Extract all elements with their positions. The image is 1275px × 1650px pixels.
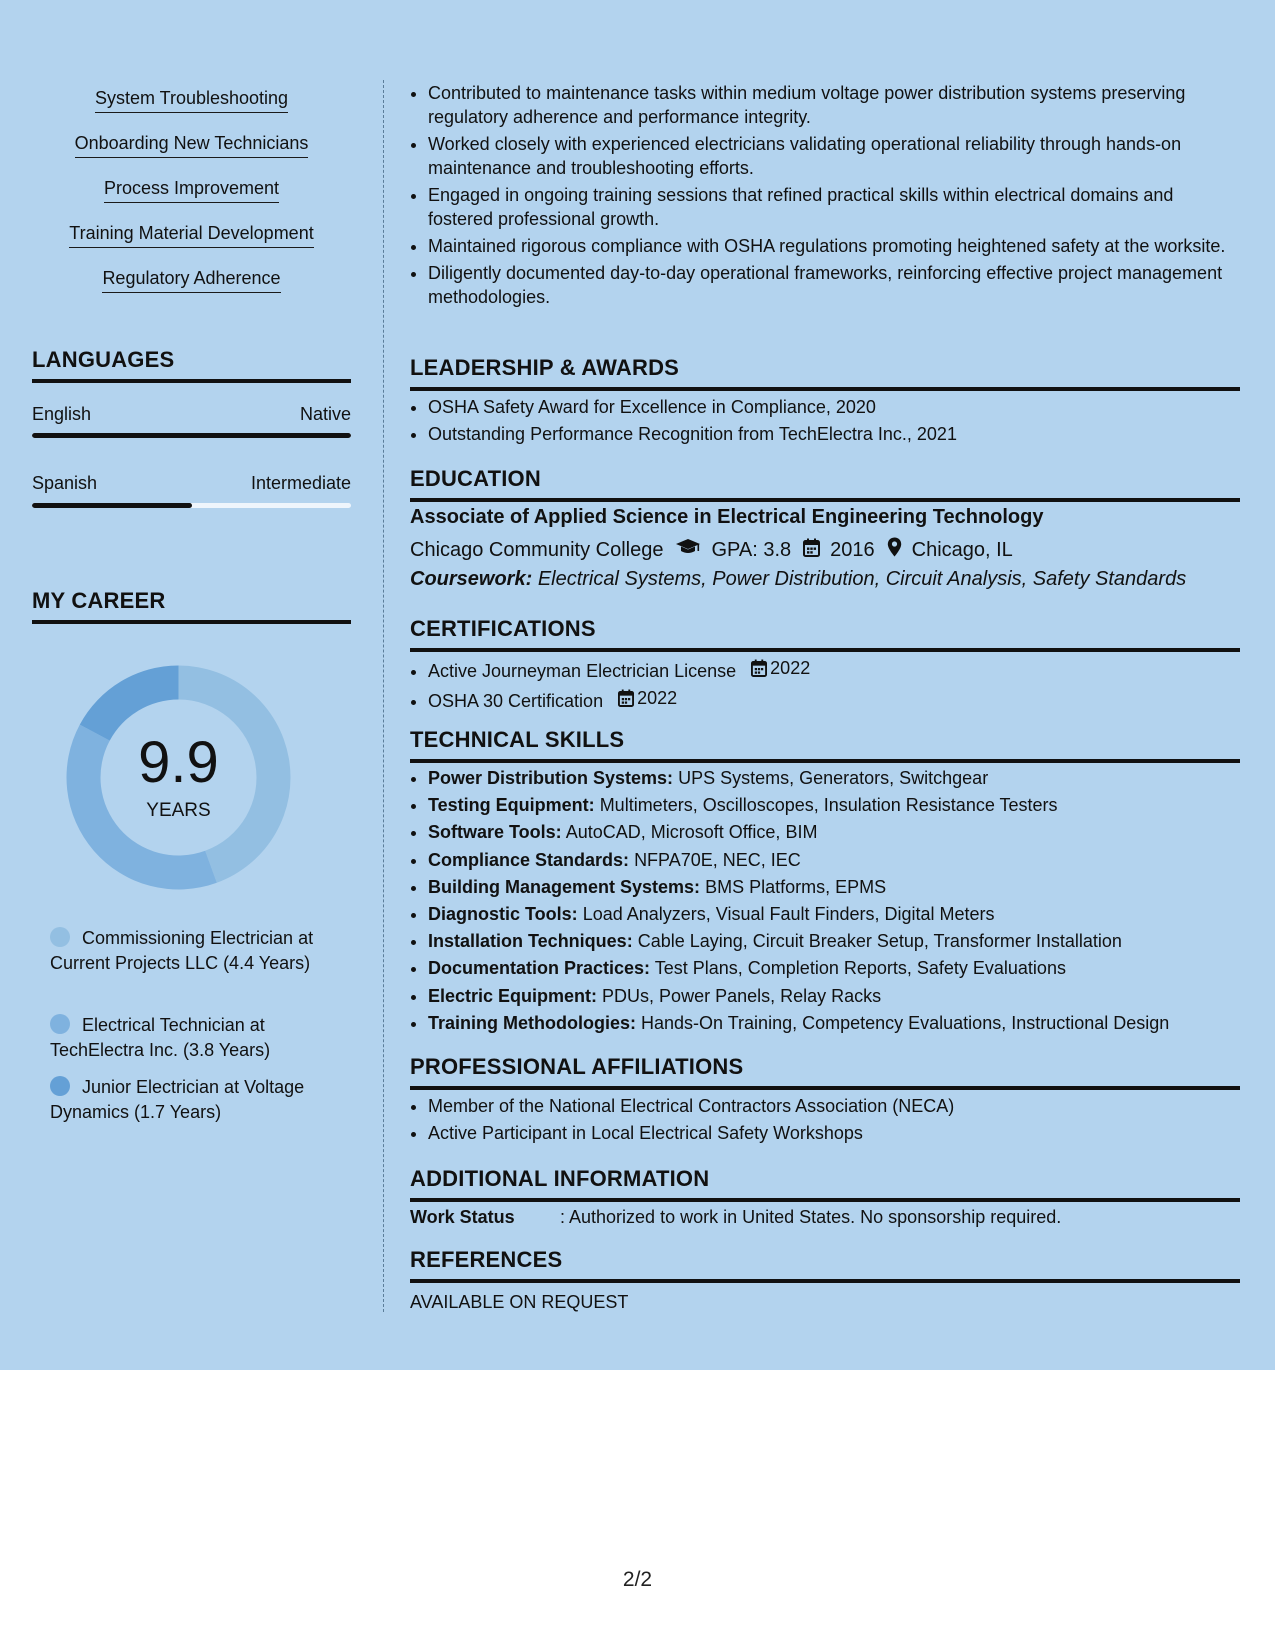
skill-label: System Troubleshooting	[95, 88, 288, 113]
skill-values: NFPA70E, NEC, IEC	[634, 849, 801, 870]
technical-skill-item	[428, 848, 1240, 872]
career-legend-item	[50, 1075, 330, 1124]
skill-category: Compliance Standards:	[428, 849, 630, 870]
skill-values: Test Plans, Completion Reports, Safety Evaluations	[654, 958, 1066, 979]
technical-skill-item	[428, 1011, 1240, 1035]
technical-skill-item	[428, 984, 1240, 1008]
legend-dot	[50, 1076, 70, 1096]
certification-item	[428, 656, 1240, 683]
skill-item	[32, 178, 351, 203]
skill-label: Onboarding New Technicians	[75, 133, 309, 158]
calendar-icon	[618, 689, 634, 707]
skill-category: Training Methodologies:	[428, 1012, 636, 1033]
references-text: AVAILABLE ON REQUEST	[410, 1292, 629, 1312]
work-status-label: Work Status	[410, 1207, 515, 1227]
career-total-unit: YEARS	[146, 799, 211, 821]
skill-category: Building Management Systems:	[428, 876, 701, 897]
skill-values: Hands-On Training, Competency Evaluations, Instructional Design	[641, 1012, 1170, 1033]
references-heading: REFERENCES	[410, 1247, 1240, 1283]
education-location: Chicago, IL	[911, 538, 1013, 561]
technical-skill-item	[428, 793, 1240, 817]
award-item: • Outstanding Performance Recognition from TechElectra Inc., 2021	[428, 422, 1240, 446]
skill-values: BMS Platforms, EPMS	[705, 876, 887, 897]
skill-category: Installation Techniques:	[428, 931, 633, 952]
skill-values: UPS Systems, Generators, Switchgear	[678, 768, 989, 788]
language-bar-english	[32, 433, 351, 438]
career-legend-item	[50, 926, 330, 975]
language-row-spanish	[32, 473, 351, 494]
certification-item	[428, 686, 1240, 713]
certifications-list	[410, 656, 1240, 713]
education-year: 2016	[830, 538, 875, 561]
affiliations-heading: PROFESSIONAL AFFILIATIONS	[410, 1054, 1240, 1090]
language-bar-spanish	[32, 503, 351, 508]
skill-item	[32, 133, 351, 158]
technical-skills-list	[410, 766, 1240, 1035]
education-details	[410, 537, 1013, 563]
work-status-value: : Authorized to work in United States. No sponsorship required.	[560, 1207, 1062, 1227]
skill-values: PDUs, Power Panels, Relay Racks	[602, 985, 882, 1006]
language-level: Native	[299, 404, 351, 424]
skill-values: AutoCAD, Microsoft Office, BIM	[565, 822, 818, 843]
languages-heading: LANGUAGES	[32, 347, 351, 383]
education-degree: Associate of Applied Science in Electrical Engineering Technology	[410, 506, 1044, 528]
graduation-cap-icon	[675, 538, 701, 562]
skill-item	[32, 268, 351, 293]
certification-year: 2022	[770, 658, 811, 678]
coursework-label: Coursework:	[410, 568, 533, 590]
award-item: • OSHA Safety Award for Excellence in Compliance, 2020	[428, 395, 1240, 419]
leadership-heading: LEADERSHIP & AWARDS	[410, 355, 1240, 391]
certification-date	[618, 686, 677, 710]
career-heading: MY CAREER	[32, 588, 351, 624]
certification-name: OSHA 30 Certification	[428, 691, 604, 711]
experience-bullet: • Worked closely with experienced electricians validating operational reliability through hands-on maintenance and troubleshooting efforts.	[428, 132, 1240, 180]
technical-skill-item	[428, 820, 1240, 844]
skill-category: Power Distribution Systems:	[428, 768, 674, 788]
affiliation-item: • Member of the National Electrical Contractors Association (NECA)	[428, 1094, 1240, 1118]
certifications-heading: CERTIFICATIONS	[410, 616, 1240, 652]
skill-values: Load Analyzers, Visual Fault Finders, Digital Meters	[582, 903, 995, 924]
technical-skill-item	[428, 902, 1240, 926]
career-legend-text: Junior Electrician at Voltage Dynamics (1.7 Years)	[50, 1077, 305, 1122]
experience-bullet-list	[410, 81, 1240, 309]
technical-skill-item	[428, 956, 1240, 980]
technical-skill-item	[428, 929, 1240, 953]
experience-bullet: • Engaged in ongoing training sessions that refined practical skills within electrical domains and fostered professional growth.	[428, 183, 1240, 231]
language-bar-fill	[32, 503, 192, 508]
education-heading: EDUCATION	[410, 466, 1240, 502]
technical-skills-heading: TECHNICAL SKILLS	[410, 727, 1240, 763]
page-number: 2/2	[622, 1568, 653, 1591]
skill-category: Documentation Practices:	[428, 958, 651, 979]
skill-label: Regulatory Adherence	[102, 268, 280, 293]
column-divider	[383, 80, 384, 1312]
skill-label: Training Material Development	[69, 223, 313, 248]
language-level: Intermediate	[250, 473, 351, 493]
affiliation-item: • Active Participant in Local Electrical Safety Workshops	[428, 1121, 1240, 1145]
technical-skill-item	[428, 875, 1240, 899]
work-status-row	[410, 1207, 1061, 1228]
technical-skill-item	[428, 766, 1240, 790]
additional-info-heading: ADDITIONAL INFORMATION	[410, 1166, 1240, 1202]
career-total-value: 9.9	[138, 729, 219, 795]
career-legend-text: Commissioning Electrician at Current Projects LLC (4.4 Years)	[50, 928, 314, 973]
experience-bullet: • Maintained rigorous compliance with OSHA regulations promoting heightened safety at the worksite.	[428, 234, 1240, 258]
location-pin-icon	[887, 537, 902, 563]
legend-dot	[50, 927, 70, 947]
skill-values: Cable Laying, Circuit Breaker Setup, Transformer Installation	[637, 931, 1122, 952]
experience-bullet: • Contributed to maintenance tasks within medium voltage power distribution systems preserving regulatory adherence and performance integrity.	[428, 81, 1240, 129]
career-donut-chart	[66, 665, 291, 890]
education-coursework	[410, 568, 1186, 591]
education-school: Chicago Community College	[410, 538, 664, 561]
affiliations-list	[410, 1094, 1240, 1145]
calendar-icon	[803, 538, 820, 563]
skill-item	[32, 88, 351, 113]
coursework-text: Electrical Systems, Power Distribution, Circuit Analysis, Safety Standards	[537, 568, 1187, 590]
language-row-english	[32, 404, 351, 425]
career-donut-center	[66, 665, 291, 890]
skill-category: Diagnostic Tools:	[428, 903, 578, 924]
education-gpa: GPA: 3.8	[711, 538, 792, 561]
career-legend-text: Electrical Technician at TechElectra Inc. (3.8 Years)	[50, 1015, 271, 1060]
skill-label: Process Improvement	[104, 178, 279, 203]
experience-bullet: • Diligently documented day-to-day operational frameworks, reinforcing effective project management methodologies.	[428, 261, 1240, 309]
skill-values: Multimeters, Oscilloscopes, Insulation Resistance Testers	[599, 795, 1058, 816]
language-name: Spanish	[32, 473, 98, 493]
calendar-icon	[751, 659, 767, 677]
language-bar-fill	[32, 433, 351, 438]
skill-category: Testing Equipment:	[428, 795, 595, 816]
skill-category: Electric Equipment:	[428, 985, 598, 1006]
language-name: English	[32, 404, 92, 424]
leadership-list	[410, 395, 1240, 446]
certification-date	[751, 656, 810, 680]
legend-dot	[50, 1014, 70, 1034]
skill-category: Software Tools:	[428, 822, 562, 843]
skill-item	[32, 223, 351, 248]
career-legend-item	[50, 1013, 330, 1062]
certification-name: Active Journeyman Electrician License	[428, 661, 737, 681]
certification-year: 2022	[637, 688, 678, 708]
